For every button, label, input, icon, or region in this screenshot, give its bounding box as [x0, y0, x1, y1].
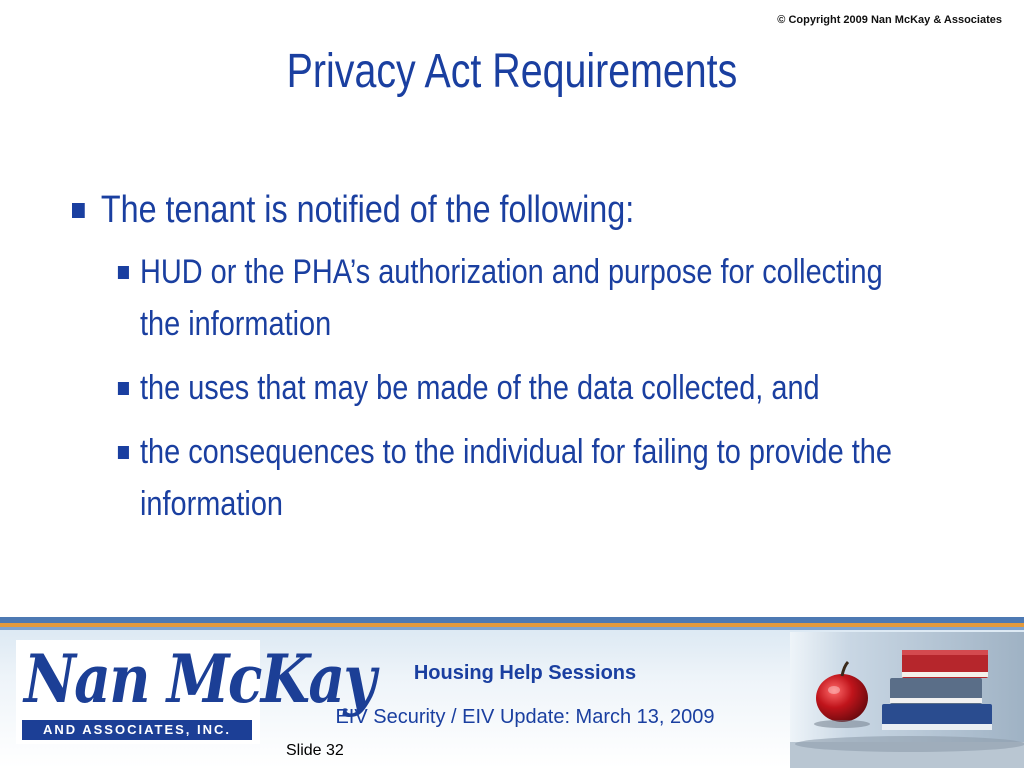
slide-title: Privacy Act Requirements	[286, 45, 738, 98]
square-bullet-icon	[72, 203, 85, 218]
logo-subtext: AND ASSOCIATES, INC.	[22, 720, 252, 740]
slide-content	[72, 188, 972, 530]
copyright-notice: © Copyright 2009 Nan McKay & Associates	[777, 14, 1002, 26]
sub-bullet	[140, 246, 922, 350]
company-logo	[16, 640, 375, 744]
sub-bullet-text: the consequences to the individual for failing to provide the information	[140, 432, 892, 523]
square-bullet-icon	[118, 446, 129, 459]
square-bullet-icon	[118, 266, 129, 279]
sub-bullet	[140, 426, 922, 530]
apple-books-illustration	[790, 632, 1024, 768]
footer-stripe-light-blue	[0, 627, 1024, 630]
logo-script-text: Nan McKay	[24, 640, 375, 718]
sub-bullet-text: HUD or the PHA’s authorization and purpose for collecting the information	[140, 252, 883, 343]
square-bullet-icon	[118, 382, 129, 395]
footer-subtitle: EIV Security / EIV Update: March 13, 2009	[335, 706, 715, 728]
sub-bullet	[140, 362, 922, 414]
main-bullet	[72, 188, 837, 234]
slide-number: Slide 32	[286, 742, 344, 759]
main-bullet-text: The tenant is notified of the following:	[100, 189, 635, 231]
footer-title: Housing Help Sessions	[413, 662, 637, 684]
sub-bullet-text: the uses that may be made of the data collected, and	[140, 368, 820, 407]
